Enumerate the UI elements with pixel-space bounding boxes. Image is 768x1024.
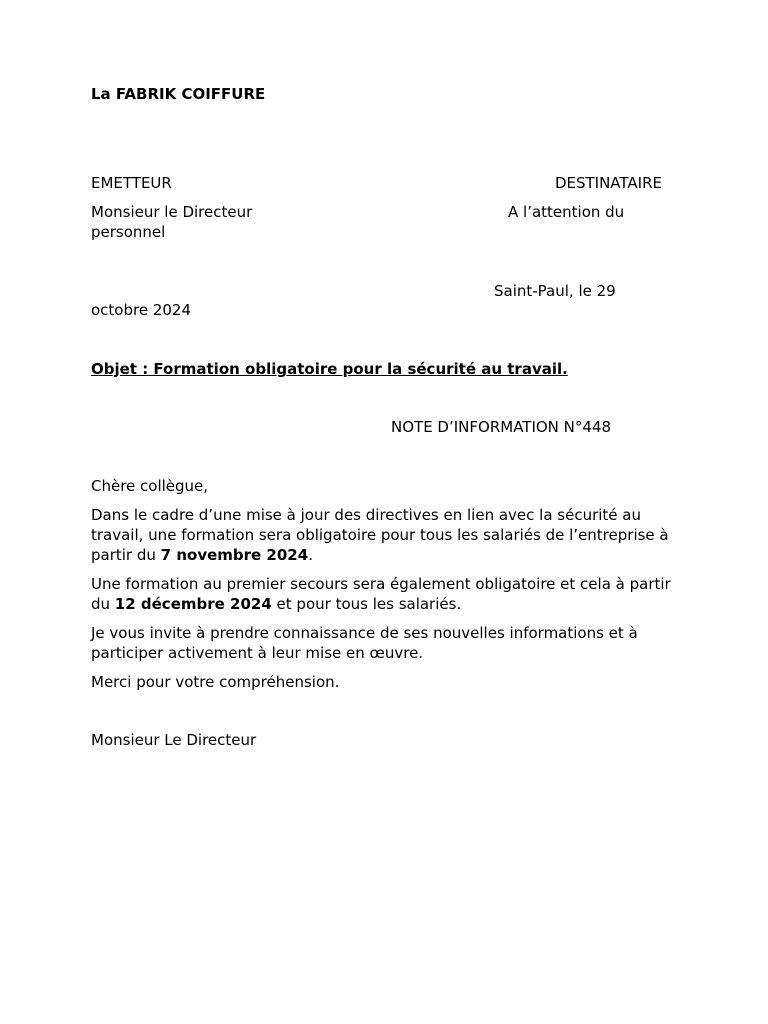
sender-name: Monsieur le Directeur	[91, 203, 253, 221]
paragraph-training-end: .	[308, 546, 313, 564]
date-line-1: Saint-Paul, le 29	[494, 282, 616, 300]
paragraph-invitation: Je vous invite à prendre connaissance de ses nouvelles informations et à participer activement à leur mise en œuvre.	[91, 624, 638, 662]
paragraph-training	[91, 505, 681, 565]
greeting: Chère collègue,	[91, 477, 209, 495]
subject-line: Objet : Formation obligatoire pour la sécurité au travail.	[91, 360, 568, 378]
note-title: NOTE D’INFORMATION N°448	[391, 418, 612, 436]
recipient-line-1: A l’attention du	[508, 203, 625, 221]
training-date: 7 novembre 2024	[160, 546, 309, 564]
paragraph-first-aid-text: Une formation au premier secours sera également obligatoire et cela à partir du	[91, 575, 671, 613]
paragraph-first-aid	[91, 574, 681, 614]
recipient-line-2: personnel	[91, 223, 166, 241]
paragraph-training-text: Dans le cadre d’une mise à jour des directives en lien avec la sécurité au travail, une formation sera obligatoire pour tous les salariés de l’entreprise à partir du	[91, 506, 669, 564]
sender-label: EMETTEUR	[91, 174, 172, 192]
first-aid-date: 12 décembre 2024	[114, 595, 272, 613]
signature: Monsieur Le Directeur	[91, 731, 257, 749]
paragraph-thanks: Merci pour votre compréhension.	[91, 673, 340, 691]
letter-body	[91, 476, 681, 701]
paragraph-first-aid-end: et pour tous les salariés.	[271, 595, 462, 613]
recipient-label: DESTINATAIRE	[554, 174, 662, 192]
date-line-2: octobre 2024	[91, 301, 192, 319]
company-name: La FABRIK COIFFURE	[91, 85, 266, 103]
